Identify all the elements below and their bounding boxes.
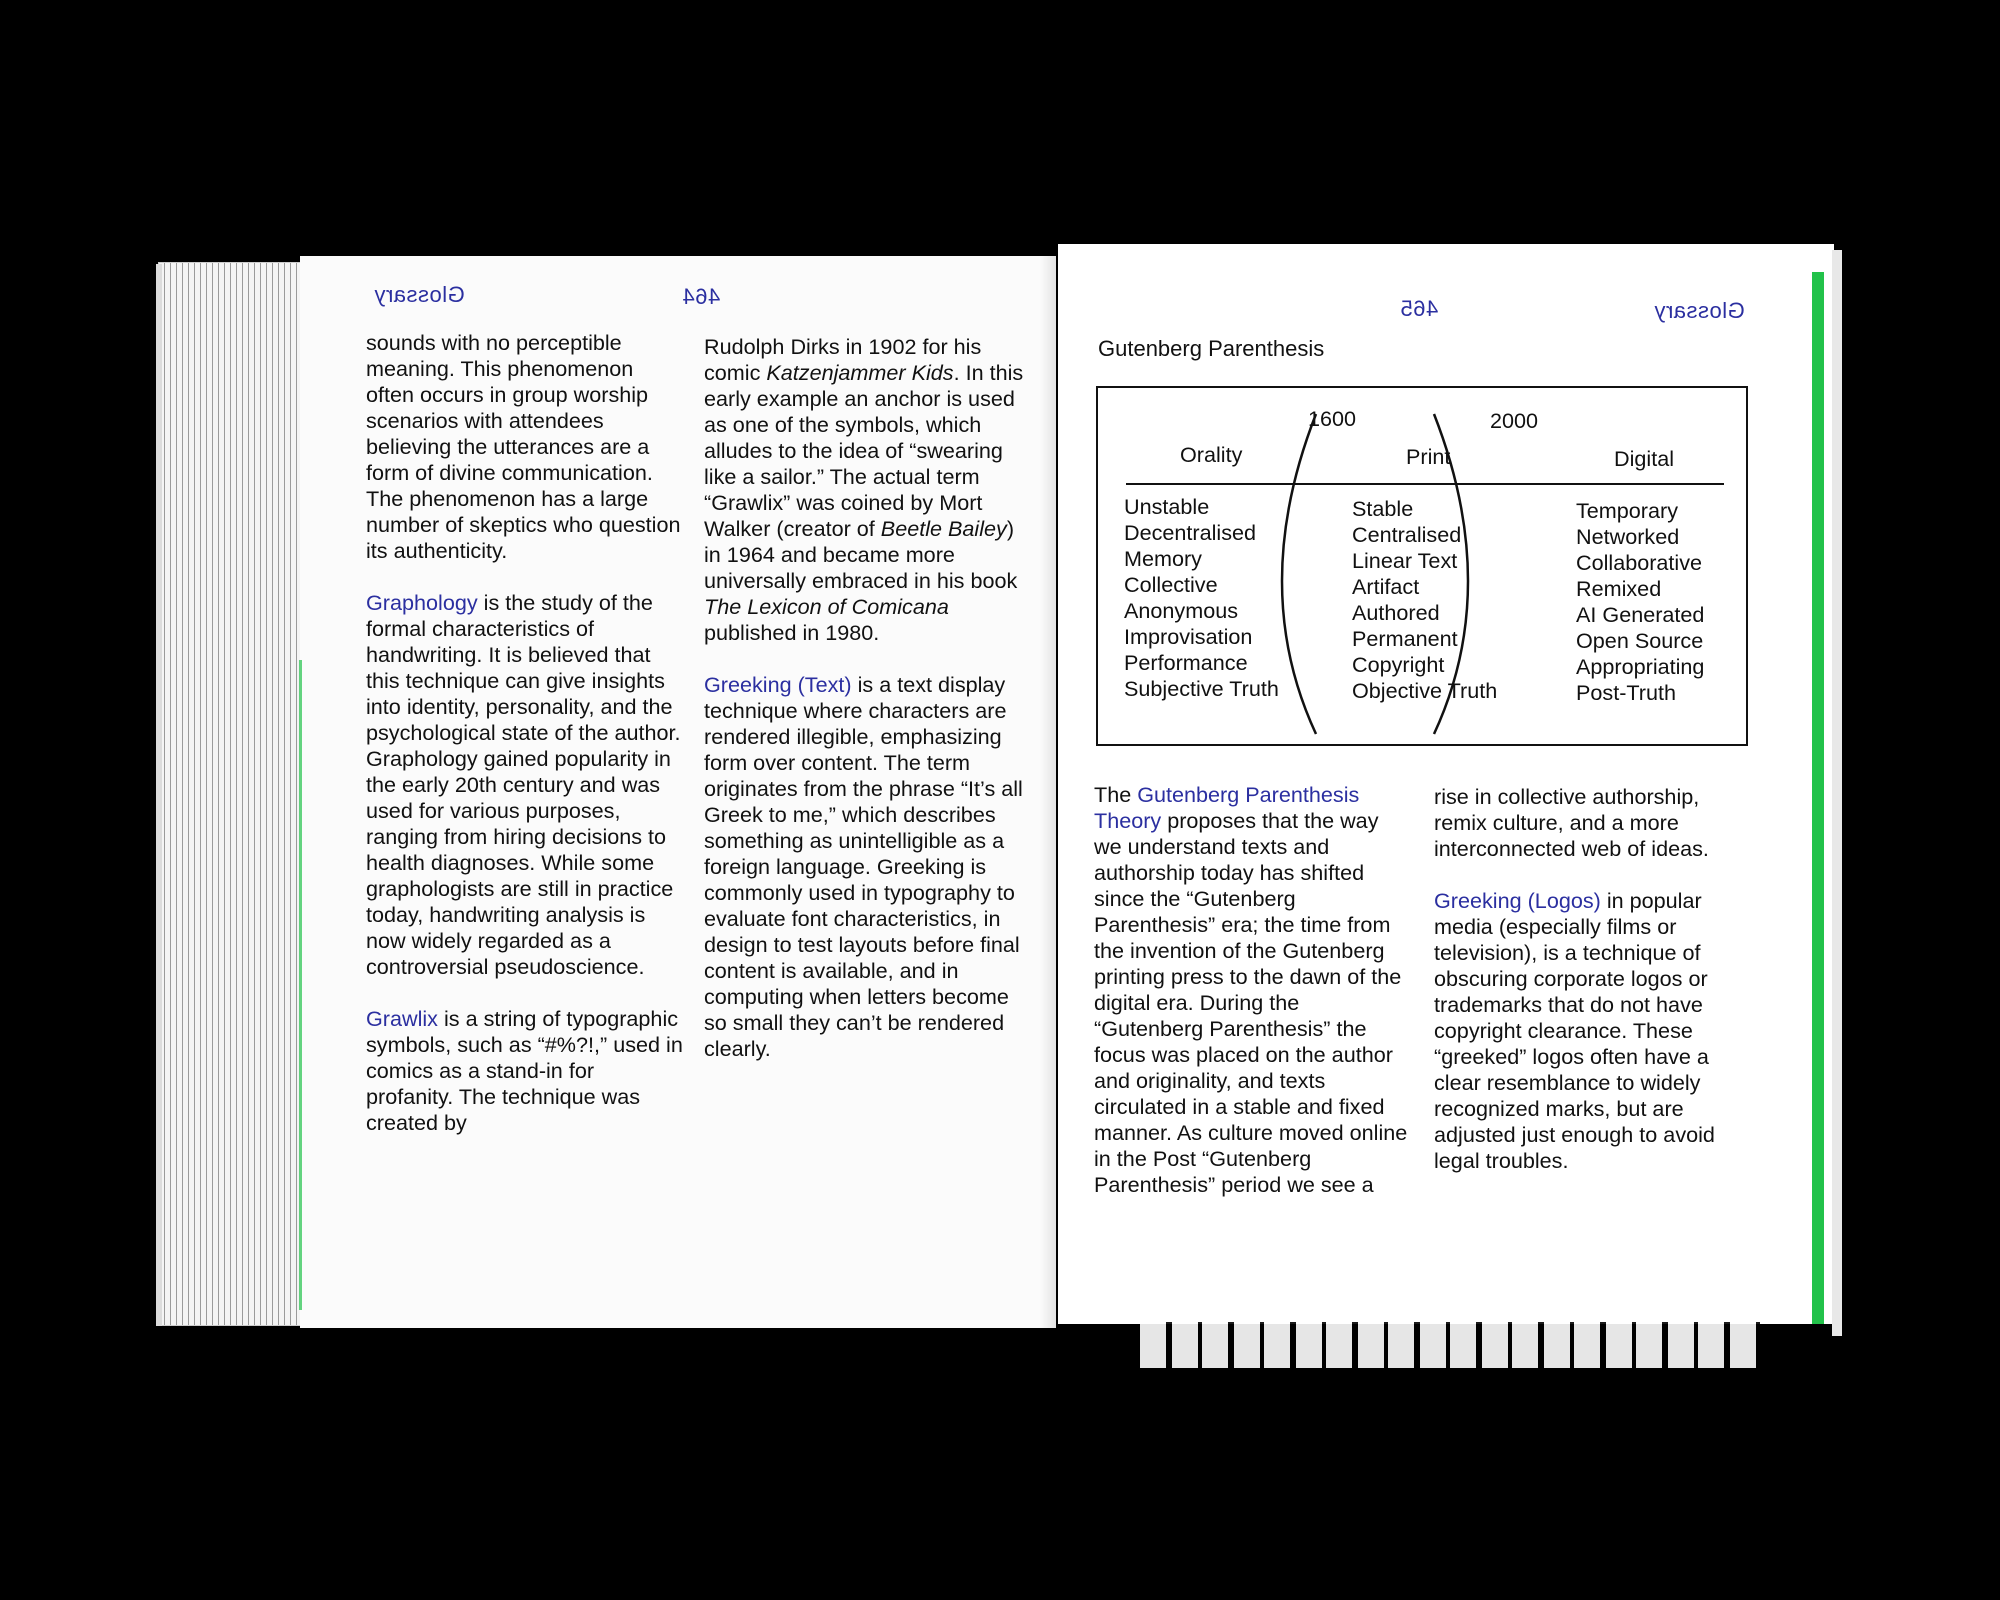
list-item: Authored [1352, 600, 1440, 625]
list-item: Memory [1124, 546, 1202, 571]
right-column-2 [1434, 784, 1748, 1174]
year-1600-label: 1600 [1308, 406, 1357, 431]
page-number-left-text: 464 [682, 284, 721, 309]
list-item: Artifact [1352, 574, 1420, 599]
list-item: Open Source [1576, 628, 1704, 653]
term-graphology: Graphology [366, 590, 478, 615]
title-katzenjammer-kids: Katzenjammer Kids [766, 360, 954, 385]
book-cover-left [156, 264, 162, 1326]
entry-graphology [366, 590, 684, 980]
heading-orality: Orality [1180, 442, 1243, 467]
list-item: Remixed [1576, 576, 1662, 601]
running-head-right [1654, 298, 1745, 324]
page-block-edges [158, 262, 320, 1326]
paragraph-glossolalia-end: sounds with no perceptible meaning. This phenomenon often occurs in group worship scenarios with attendees believing the utterances are a form of divine communication. The phenomenon has a large number of skeptics who question its authenticity. [366, 330, 681, 563]
list-item: Collaborative [1576, 550, 1703, 575]
text-run: The [1094, 782, 1138, 807]
list-item: Unstable [1124, 494, 1210, 519]
left-column-1 [366, 330, 684, 1136]
page-number-right-text: 465 [1400, 296, 1439, 321]
list-item: Temporary [1576, 498, 1679, 523]
diagram-title: Gutenberg Parenthesis [1098, 336, 1325, 361]
list-item: Collective [1124, 572, 1218, 597]
definition-graphology: is the study of the formal characteristics of handwriting. It is believed that this technique can give insights into identity, personality, and the psychological state of the author. Graphology gained popularity in the early 20th century and was used for various purposes, ranging from hiring decisions to health diagnoses. While some graphologists are still in practice today, handwriting analysis is now widely regarded as a controversial pseudoscience. [366, 590, 681, 979]
definition-greeking-logos: in popular media (especially films or television), is a technique of obscuring corporate logos or trademarks that do not have copyright clearance. These “greeked” logos often have a clear resemblance to widely recognized marks, but are adjusted just enough to avoid legal troubles. [1434, 888, 1715, 1173]
left-parenthesis [1282, 414, 1316, 734]
entry-grawlix [366, 1006, 684, 1136]
paragraph-gutenberg-continued: rise in collective authorship, remix culture, and a more interconnected web of ideas. [1434, 784, 1709, 861]
list-item: Objective Truth [1352, 678, 1498, 703]
gutenberg-parenthesis-diagram [1096, 386, 1748, 746]
text-run: ) in 1964 and became more universally embraced in his book [704, 516, 1018, 593]
running-head-right-text: Glossary [1654, 298, 1745, 323]
entry-greeking-text [704, 672, 1034, 1062]
definition-greeking-text: is a text display technique where characters are rendered illegible, emphasizing form over content. The term originates from the phrase “It’s all Greek to me,” which describes something as unintelligible as a foreign language. Greeking is commonly used in typography to evaluate font characteristics, in design to test layouts before final content is available, and in computing when letters become so small they can’t be rendered clearly. [704, 672, 1023, 1061]
entry-gutenberg-parenthesis-theory [1094, 782, 1412, 1198]
list-item: Copyright [1352, 652, 1445, 677]
green-tab-strip [1812, 272, 1824, 1324]
text-run: . In this early example an anchor is used as one of the symbols, which alludes to the idea of “swearing like a sailor.” The actual term “Grawlix” was coined by Mort Walker (creator of [704, 360, 1024, 541]
text-run: Rudolph Dirks in 1902 for his comic [704, 334, 982, 385]
page-edge-marks [1140, 1322, 1760, 1368]
list-digital [1576, 498, 1704, 706]
term-greeking-logos: Greeking (Logos) [1434, 888, 1601, 913]
list-item: Linear Text [1352, 548, 1458, 573]
list-print [1352, 496, 1497, 704]
term-greeking-text: Greeking (Text) [704, 672, 852, 697]
year-2000-label: 2000 [1490, 408, 1539, 433]
page-number-right [1400, 296, 1438, 322]
list-item: Performance [1124, 650, 1248, 675]
list-item: AI Generated [1576, 602, 1705, 627]
list-item: Appropriating [1576, 654, 1705, 679]
term-grawlix: Grawlix [366, 1006, 438, 1031]
list-item: Centralised [1352, 522, 1462, 547]
book-cover-right [1832, 250, 1842, 1336]
page-number-left [682, 284, 720, 310]
term-gutenberg-parenthesis-theory: Gutenberg Parenthesis Theory [1094, 782, 1360, 833]
list-orality [1124, 494, 1279, 702]
heading-print: Print [1406, 444, 1451, 469]
entry-greeking-logos [1434, 888, 1748, 1174]
list-item: Subjective Truth [1124, 676, 1279, 701]
list-item: Post-Truth [1576, 680, 1676, 705]
running-head-left-text: Glossary [374, 282, 465, 307]
list-item: Stable [1352, 496, 1414, 521]
right-column-1 [1094, 782, 1412, 1198]
text-run: published in 1980. [704, 620, 880, 645]
definition-grawlix: is a string of typographic symbols, such as “#%?!,” used in comics as a stand-in for profanity. The technique was created by [366, 1006, 683, 1135]
green-edge-left [299, 660, 302, 1310]
list-item: Anonymous [1124, 598, 1239, 623]
list-item: Permanent [1352, 626, 1458, 651]
paragraph-grawlix-continued [704, 334, 1034, 646]
title-beetle-bailey: Beetle Bailey [880, 516, 1007, 541]
list-item: Decentralised [1124, 520, 1257, 545]
list-item: Networked [1576, 524, 1680, 549]
running-head-left [374, 282, 465, 308]
left-column-2 [704, 334, 1034, 1062]
list-item: Improvisation [1124, 624, 1253, 649]
heading-digital: Digital [1614, 446, 1675, 471]
definition-gutenberg-parenthesis-theory: proposes that the way we understand texts and authorship today has shifted since the “Gutenberg Parenthesis” era; the time from the invention of the Gutenberg printing press to the dawn of the digital era. During the “Gutenberg Parenthesis” the focus was placed on the author and originality, and texts circulated in a stable and fixed manner. As culture moved online in the Post “Gutenberg Parenthesis” period we see a [1094, 808, 1408, 1197]
title-lexicon-of-comicana: The Lexicon of Comicana [704, 594, 949, 619]
